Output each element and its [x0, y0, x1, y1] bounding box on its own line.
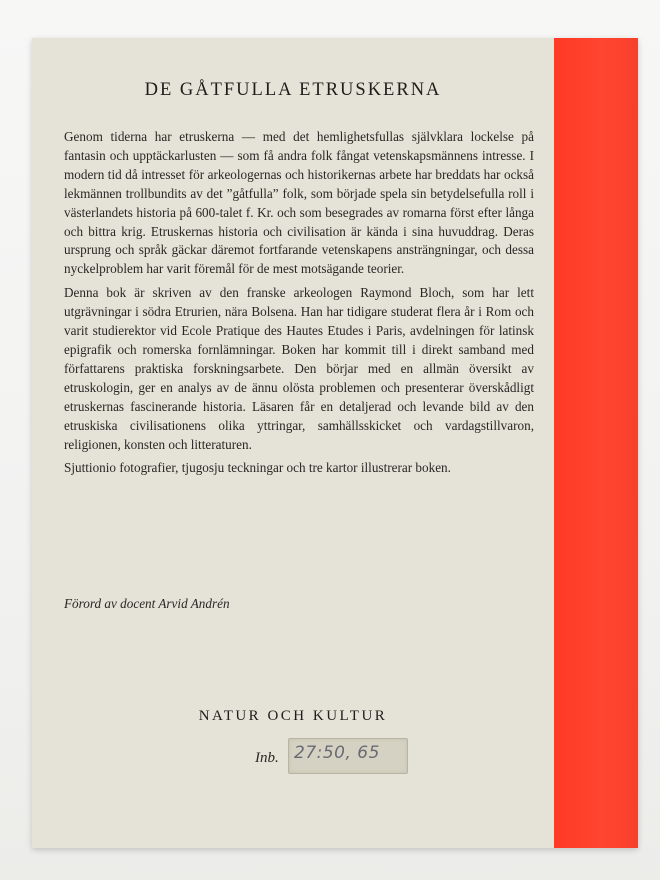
blurb-paragraph-3: Sjuttionio fotografier, tjugosju teckningar och tre kartor illustrerar boken.: [64, 460, 451, 476]
inventory-value: 27:50, 65: [294, 743, 380, 763]
blurb-paragraph-1: Genom tiderna har etruskerna — med det hemlighetsfullas självklara lockelse på fantasin och upptäckarlusten — som få andra folk fångat vetenskapsmännens intresse. I modern tid då intresset för arkeologernas och historikernas arbete har breddats har också lekmännen trollbundits av det ”gåtfulla” folk, som började spela sin betydelsefulla roll i västerlandets historia på 600-talet f. Kr. och som besegrades av romarna först efter långa och bittra krig. Etruskernas historia och civilisation är kända i sina huvuddrag. Deras ursprung och språk gäckar däremot fortfarande vetenskapens ansträngningar, och dessa nyckelproblem har varit föremål för de mest motsägande teorier.: [64, 129, 534, 277]
inventory-label: Inb.: [255, 750, 279, 766]
red-spine: [554, 38, 638, 848]
blurb-text: [64, 128, 534, 483]
publisher-name: NATUR OCH KULTUR: [198, 708, 388, 724]
foreword-credit: Förord av docent Arvid Andrén: [64, 596, 230, 611]
book-title: DE GÅTFULLA ETRUSKERNA: [144, 80, 442, 100]
blurb-paragraph-2: Denna bok är skriven av den franske arkeologen Raymond Bloch, som har lett utgrävningar i södra Etrurien, nära Bolsena. Han har tidigare studerat flera år i Rom och varit studierektor vid Ecole Pratique des Hautes Etudes i Paris, avdelningen för latinsk epigrafik och romerska fornlämningar. Boken har kommit till i direkt samband med författarens praktiska forskningsarbete. Den börjar med en allmän översikt av etruskologin, ger en analys av de ännu olösta problemen och presenterar överskådligt etruskernas fascinerande historia. Läsaren får en detaljerad och levande bild av den etruskiska civilisationens olika yttringar, samhällsskicket och vardagstillvaron, religionen, konsten och litteraturen.: [64, 285, 534, 452]
book-back: [32, 38, 638, 848]
back-cover: [32, 38, 554, 848]
